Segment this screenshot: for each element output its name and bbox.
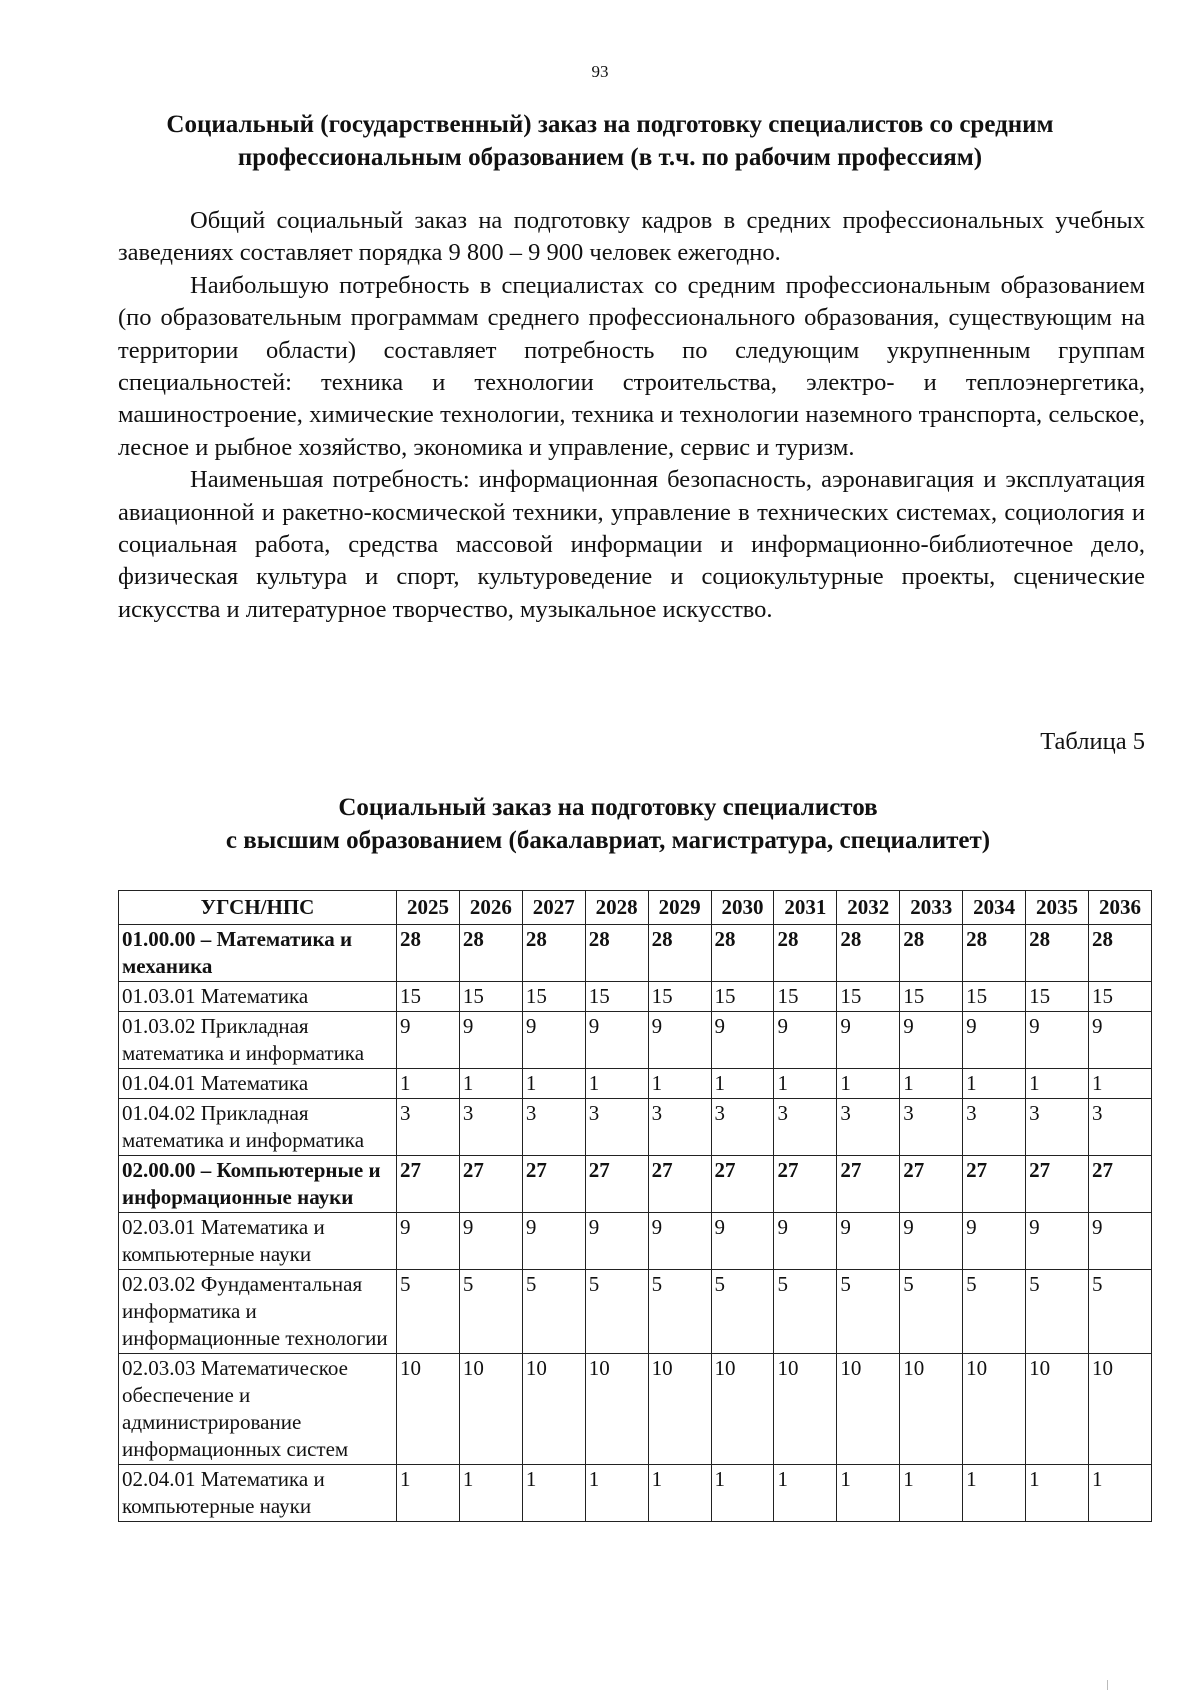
- row-value: 5: [585, 1270, 648, 1354]
- row-value: 10: [711, 1354, 774, 1465]
- row-value: 10: [963, 1354, 1026, 1465]
- row-value: 3: [585, 1099, 648, 1156]
- column-header-year: 2031: [774, 891, 837, 925]
- row-value: 9: [1088, 1012, 1151, 1069]
- row-value: 9: [711, 1213, 774, 1270]
- row-value: 1: [1088, 1069, 1151, 1099]
- row-value: 27: [900, 1156, 963, 1213]
- row-value: 9: [397, 1213, 460, 1270]
- row-value: 10: [774, 1354, 837, 1465]
- row-value: 1: [522, 1069, 585, 1099]
- row-value: 5: [711, 1270, 774, 1354]
- row-value: 28: [711, 925, 774, 982]
- row-value: 15: [774, 982, 837, 1012]
- column-header-year: 2029: [648, 891, 711, 925]
- column-header-year: 2034: [963, 891, 1026, 925]
- row-value: 15: [963, 982, 1026, 1012]
- row-value: 3: [837, 1099, 900, 1156]
- row-value: 1: [837, 1465, 900, 1522]
- row-value: 9: [648, 1012, 711, 1069]
- row-value: 28: [585, 925, 648, 982]
- row-value: 27: [963, 1156, 1026, 1213]
- row-value: 5: [459, 1270, 522, 1354]
- row-value: 1: [1026, 1465, 1089, 1522]
- row-value: 5: [963, 1270, 1026, 1354]
- row-value: 1: [837, 1069, 900, 1099]
- scan-mark: [1107, 1680, 1108, 1690]
- row-value: 1: [397, 1465, 460, 1522]
- row-label: 01.00.00 – Математика и механика: [119, 925, 397, 982]
- row-value: 9: [1026, 1012, 1089, 1069]
- row-value: 28: [459, 925, 522, 982]
- row-value: 3: [963, 1099, 1026, 1156]
- row-value: 15: [522, 982, 585, 1012]
- row-value: 10: [1088, 1354, 1151, 1465]
- row-value: 9: [900, 1213, 963, 1270]
- row-value: 9: [459, 1213, 522, 1270]
- row-value: 1: [459, 1465, 522, 1522]
- row-value: 5: [397, 1270, 460, 1354]
- row-value: 10: [837, 1354, 900, 1465]
- row-value: 3: [459, 1099, 522, 1156]
- row-value: 5: [837, 1270, 900, 1354]
- row-label: 02.03.03 Математическое обеспечение и администрирование информационных систем: [119, 1354, 397, 1465]
- row-value: 1: [711, 1465, 774, 1522]
- column-header-year: 2030: [711, 891, 774, 925]
- row-value: 1: [648, 1465, 711, 1522]
- row-value: 28: [397, 925, 460, 982]
- row-value: 1: [585, 1069, 648, 1099]
- row-value: 9: [1026, 1213, 1089, 1270]
- row-value: 9: [522, 1012, 585, 1069]
- row-value: 3: [1088, 1099, 1151, 1156]
- row-label: 02.03.01 Математика и компьютерные науки: [119, 1213, 397, 1270]
- table-row: [119, 1354, 1152, 1465]
- row-value: 1: [963, 1465, 1026, 1522]
- column-header-year: 2026: [459, 891, 522, 925]
- row-value: 27: [397, 1156, 460, 1213]
- row-value: 28: [1026, 925, 1089, 982]
- row-value: 1: [585, 1465, 648, 1522]
- table-row: [119, 1069, 1152, 1099]
- row-value: 1: [963, 1069, 1026, 1099]
- table-row: [119, 982, 1152, 1012]
- row-value: 1: [1026, 1069, 1089, 1099]
- row-value: 27: [1088, 1156, 1151, 1213]
- paragraph-1: Общий социальный заказ на подготовку кадров в средних профессиональных учебных заведениях составляет порядка 9 800 – 9 900 человек ежегодно.: [118, 207, 1145, 267]
- table-row: [119, 1270, 1152, 1354]
- row-value: 3: [900, 1099, 963, 1156]
- row-value: 10: [522, 1354, 585, 1465]
- paragraph-2: Наибольшую потребность в специалистах со средним профессиональным образованием (по образовательным программам среднего профессионального образования, существующим на территории области) составляет потребность по следующим укрупненным группам специальностей: техника и технологии строительства, электро- и теплоэнергетика, машиностроение, химические технологии, техника и технологии наземного транспорта, сельское, лесное и рыбное хозяйство, экономика и управление, сервис и туризм.: [118, 271, 1145, 461]
- row-value: 9: [963, 1213, 1026, 1270]
- row-value: 27: [1026, 1156, 1089, 1213]
- row-value: 3: [522, 1099, 585, 1156]
- row-value: 10: [1026, 1354, 1089, 1465]
- row-value: 1: [774, 1069, 837, 1099]
- row-value: 1: [900, 1069, 963, 1099]
- row-value: 1: [774, 1465, 837, 1522]
- row-value: 28: [648, 925, 711, 982]
- page-number: 93: [591, 62, 609, 81]
- table-caption: Таблица 5: [1040, 728, 1145, 755]
- row-value: 27: [522, 1156, 585, 1213]
- row-value: 9: [774, 1213, 837, 1270]
- row-value: 1: [900, 1465, 963, 1522]
- row-value: 3: [1026, 1099, 1089, 1156]
- data-table: [118, 890, 1152, 1522]
- body-text: [118, 205, 1145, 626]
- row-value: 1: [1088, 1465, 1151, 1522]
- table-header-row: [119, 891, 1152, 925]
- row-value: 10: [900, 1354, 963, 1465]
- row-value: 28: [837, 925, 900, 982]
- row-value: 1: [459, 1069, 522, 1099]
- column-header-year: 2036: [1088, 891, 1151, 925]
- row-value: 10: [459, 1354, 522, 1465]
- row-value: 9: [774, 1012, 837, 1069]
- row-value: 10: [585, 1354, 648, 1465]
- row-value: 28: [900, 925, 963, 982]
- row-value: 1: [397, 1069, 460, 1099]
- row-value: 27: [459, 1156, 522, 1213]
- row-value: 5: [900, 1270, 963, 1354]
- table-heading: [118, 791, 1098, 857]
- column-header-year: 2033: [900, 891, 963, 925]
- row-value: 9: [711, 1012, 774, 1069]
- column-header-year: 2035: [1026, 891, 1089, 925]
- row-value: 28: [522, 925, 585, 982]
- column-header-category: УГСН/НПС: [119, 891, 397, 925]
- row-value: 9: [900, 1012, 963, 1069]
- row-value: 15: [837, 982, 900, 1012]
- table-row: [119, 1465, 1152, 1522]
- row-value: 10: [397, 1354, 460, 1465]
- row-value: 5: [522, 1270, 585, 1354]
- table-heading-line-1: Социальный заказ на подготовку специалистов: [338, 794, 878, 821]
- row-value: 15: [585, 982, 648, 1012]
- row-value: 9: [837, 1213, 900, 1270]
- table-heading-line-2: с высшим образованием (бакалавриат, магистратура, специалитет): [225, 827, 991, 854]
- row-label: 02.00.00 – Компьютерные и информационные науки: [119, 1156, 397, 1213]
- row-label: 01.03.01 Математика: [119, 982, 397, 1012]
- table-row: [119, 1213, 1152, 1270]
- column-header-year: 2032: [837, 891, 900, 925]
- row-value: 15: [1088, 982, 1151, 1012]
- row-value: 9: [648, 1213, 711, 1270]
- row-value: 28: [774, 925, 837, 982]
- section-heading: [110, 108, 1110, 174]
- row-value: 10: [648, 1354, 711, 1465]
- row-value: 3: [648, 1099, 711, 1156]
- paragraph-3: Наименьшая потребность: информационная безопасность, аэронавигация и эксплуатация авиационной и ракетно-космической техники, управление в технических системах, социология и социальная работа, средства массовой информации и информационно-библиотечное дело, физическая культура и спорт, культуроведение и социокультурные проекты, сценические искусства и литературное творчество, музыкальное искусство.: [118, 466, 1145, 623]
- row-value: 1: [522, 1465, 585, 1522]
- row-value: 15: [648, 982, 711, 1012]
- row-value: 15: [900, 982, 963, 1012]
- row-value: 3: [711, 1099, 774, 1156]
- row-value: 9: [397, 1012, 460, 1069]
- row-value: 3: [774, 1099, 837, 1156]
- table-group-row: [119, 1156, 1152, 1213]
- row-label: 02.04.01 Математика и компьютерные науки: [119, 1465, 397, 1522]
- row-value: 5: [1026, 1270, 1089, 1354]
- table-row: [119, 1099, 1152, 1156]
- column-header-year: 2025: [397, 891, 460, 925]
- row-value: 5: [648, 1270, 711, 1354]
- row-value: 27: [837, 1156, 900, 1213]
- row-value: 15: [1026, 982, 1089, 1012]
- row-label: 01.04.01 Математика: [119, 1069, 397, 1099]
- row-label: 01.03.02 Прикладная математика и информатика: [119, 1012, 397, 1069]
- table-group-row: [119, 925, 1152, 982]
- row-label: 01.04.02 Прикладная математика и информатика: [119, 1099, 397, 1156]
- row-value: 15: [459, 982, 522, 1012]
- row-value: 9: [522, 1213, 585, 1270]
- row-value: 9: [1088, 1213, 1151, 1270]
- row-value: 27: [711, 1156, 774, 1213]
- row-value: 1: [711, 1069, 774, 1099]
- row-value: 9: [585, 1213, 648, 1270]
- row-value: 28: [1088, 925, 1151, 982]
- row-value: 27: [774, 1156, 837, 1213]
- row-value: 5: [1088, 1270, 1151, 1354]
- row-value: 27: [648, 1156, 711, 1213]
- column-header-year: 2028: [585, 891, 648, 925]
- table-body: [119, 925, 1152, 1522]
- row-value: 15: [711, 982, 774, 1012]
- row-value: 1: [648, 1069, 711, 1099]
- row-label: 02.03.02 Фундаментальная информатика и информационные технологии: [119, 1270, 397, 1354]
- row-value: 3: [397, 1099, 460, 1156]
- row-value: 15: [397, 982, 460, 1012]
- row-value: 27: [585, 1156, 648, 1213]
- row-value: 9: [459, 1012, 522, 1069]
- row-value: 9: [837, 1012, 900, 1069]
- row-value: 9: [963, 1012, 1026, 1069]
- row-value: 28: [963, 925, 1026, 982]
- column-header-year: 2027: [522, 891, 585, 925]
- row-value: 5: [774, 1270, 837, 1354]
- row-value: 9: [585, 1012, 648, 1069]
- section-heading-line-2: профессиональным образованием (в т.ч. по рабочим профессиям): [237, 144, 983, 171]
- table-row: [119, 1012, 1152, 1069]
- section-heading-line-1: Социальный (государственный) заказ на подготовку специалистов со средним: [166, 111, 1054, 138]
